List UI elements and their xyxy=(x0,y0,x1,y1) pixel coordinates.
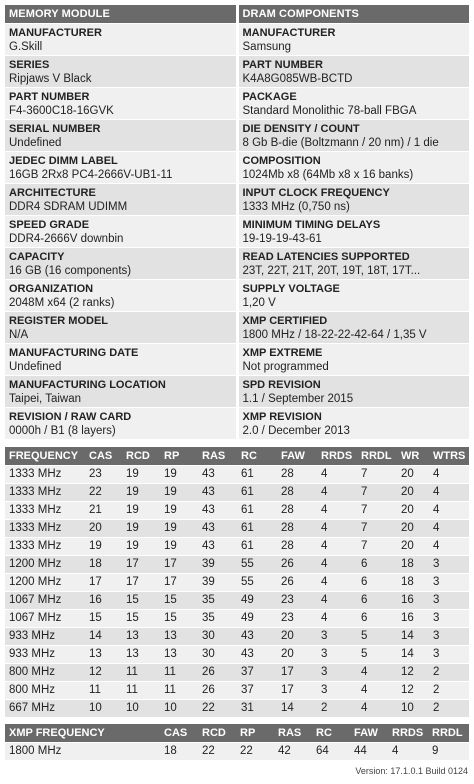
table-cell: 30 xyxy=(198,645,237,663)
table-cell: 11 xyxy=(122,681,160,699)
table-cell: 19 xyxy=(122,483,160,501)
table-cell: 23 xyxy=(277,609,317,627)
table-cell: 4 xyxy=(317,465,357,483)
field-value: 0000h / B1 (8 layers) xyxy=(9,425,116,437)
dram-field-supply-voltage xyxy=(239,279,470,311)
table-cell: 14 xyxy=(85,627,122,645)
column-header-rc: RC xyxy=(237,447,277,465)
table-cell: 1333 MHz xyxy=(5,465,85,483)
table-cell: 23 xyxy=(85,465,122,483)
table-cell: 800 MHz xyxy=(5,681,85,699)
field-label: MANUFACTURING DATE xyxy=(9,347,139,359)
table-cell: 37 xyxy=(237,663,277,681)
table-cell: 4 xyxy=(317,501,357,519)
table-cell: 43 xyxy=(198,537,237,555)
table-row xyxy=(5,537,469,555)
table-cell: 13 xyxy=(122,645,160,663)
field-label: REVISION / RAW CARD xyxy=(9,411,132,423)
table-cell: 55 xyxy=(237,573,277,591)
dram-field-spd-revision xyxy=(239,375,470,407)
table-cell: 35 xyxy=(198,591,237,609)
column-header-ras: RAS xyxy=(274,724,312,742)
field-label: XMP CERTIFIED xyxy=(242,315,328,327)
table-cell: 14 xyxy=(397,645,429,663)
table-cell: 21 xyxy=(85,501,122,519)
dram-field-read-latencies-supported xyxy=(239,247,470,279)
column-header-faw: FAW xyxy=(277,447,317,465)
dram-field-part-number xyxy=(239,55,470,87)
table-cell: 4 xyxy=(357,681,397,699)
table-cell: 61 xyxy=(237,501,277,519)
table-cell: 17 xyxy=(277,681,317,699)
table-cell: 20 xyxy=(397,537,429,555)
table-cell: 2 xyxy=(429,681,469,699)
column-header-rrds: RRDS xyxy=(388,724,428,742)
table-cell: 26 xyxy=(277,555,317,573)
table-cell: 31 xyxy=(237,699,277,717)
module-field-part-number xyxy=(5,87,236,119)
field-value: DDR4 SDRAM UDIMM xyxy=(9,201,128,213)
field-label: INPUT CLOCK FREQUENCY xyxy=(242,187,390,199)
table-cell: 10 xyxy=(160,699,198,717)
table-cell: 7 xyxy=(357,483,397,501)
field-label: SERIES xyxy=(9,59,50,71)
table-cell: 3 xyxy=(317,627,357,645)
table-cell: 17 xyxy=(277,663,317,681)
field-label: SERIAL NUMBER xyxy=(9,123,101,135)
table-cell: 49 xyxy=(237,591,277,609)
module-field-register-model xyxy=(5,311,236,343)
column-header-faw: FAW xyxy=(350,724,388,742)
table-cell: 13 xyxy=(85,645,122,663)
table-cell: 19 xyxy=(160,465,198,483)
module-field-revision-raw-card xyxy=(5,407,236,439)
field-label: PART NUMBER xyxy=(242,59,323,71)
table-cell: 3 xyxy=(429,555,469,573)
table-cell: 4 xyxy=(317,609,357,627)
table-cell: 1067 MHz xyxy=(5,591,85,609)
table-row xyxy=(5,483,469,501)
table-row xyxy=(5,519,469,537)
field-label: SUPPLY VOLTAGE xyxy=(242,283,340,295)
table-cell: 4 xyxy=(317,591,357,609)
column-header-cas: CAS xyxy=(85,447,122,465)
table-cell: 2 xyxy=(429,699,469,717)
table-cell: 20 xyxy=(397,465,429,483)
table-cell: 22 xyxy=(236,742,274,760)
dram-field-minimum-timing-delays xyxy=(239,215,470,247)
field-value: Standard Monolithic 78-ball FBGA xyxy=(242,105,417,117)
table-cell: 43 xyxy=(237,645,277,663)
table-row xyxy=(5,573,469,591)
table-cell: 1200 MHz xyxy=(5,555,85,573)
dram-field-die-density-count xyxy=(239,119,470,151)
table-cell: 1333 MHz xyxy=(5,483,85,501)
module-field-serial-number xyxy=(5,119,236,151)
timings-header-row xyxy=(5,447,469,465)
column-header-rp: RP xyxy=(160,447,198,465)
field-value: 1024Mb x8 (64Mb x8 x 16 banks) xyxy=(242,169,414,181)
table-cell: 19 xyxy=(85,537,122,555)
field-value: 1333 MHz (0,750 ns) xyxy=(242,201,350,213)
table-cell: 28 xyxy=(277,501,317,519)
table-cell: 18 xyxy=(160,742,198,760)
field-value: Undefined xyxy=(9,361,62,373)
table-cell: 1333 MHz xyxy=(5,501,85,519)
table-cell: 20 xyxy=(277,645,317,663)
table-cell: 3 xyxy=(317,663,357,681)
column-header-rrdl: RRDL xyxy=(428,724,469,742)
column-header-rrdl: RRDL xyxy=(357,447,397,465)
table-cell: 2 xyxy=(317,699,357,717)
table-cell: 19 xyxy=(160,501,198,519)
table-cell: 26 xyxy=(198,681,237,699)
table-cell: 3 xyxy=(429,609,469,627)
table-cell: 13 xyxy=(122,627,160,645)
table-cell: 3 xyxy=(429,645,469,663)
xmp-panel xyxy=(5,724,469,760)
table-cell: 17 xyxy=(122,573,160,591)
field-value: 2048M x64 (2 ranks) xyxy=(9,297,115,309)
table-cell: 43 xyxy=(237,627,277,645)
table-cell: 11 xyxy=(160,663,198,681)
table-cell: 14 xyxy=(277,699,317,717)
table-cell: 28 xyxy=(277,465,317,483)
info-panel xyxy=(5,5,469,439)
table-cell: 35 xyxy=(198,609,237,627)
table-cell: 19 xyxy=(160,537,198,555)
column-header-frequency: FREQUENCY xyxy=(5,447,85,465)
table-cell: 16 xyxy=(85,591,122,609)
table-cell: 800 MHz xyxy=(5,663,85,681)
version-label: Version: 17.1.0.1 Build 0124 xyxy=(355,766,468,776)
table-cell: 11 xyxy=(85,681,122,699)
table-cell: 22 xyxy=(198,699,237,717)
table-cell: 6 xyxy=(357,591,397,609)
memory-module-column xyxy=(5,5,236,439)
table-row xyxy=(5,663,469,681)
field-value: Ripjaws V Black xyxy=(9,73,92,85)
dram-field-xmp-certified xyxy=(239,311,470,343)
field-value: N/A xyxy=(9,329,29,341)
dram-field-xmp-revision xyxy=(239,407,470,439)
table-cell: 39 xyxy=(198,573,237,591)
table-cell: 61 xyxy=(237,537,277,555)
table-cell: 1333 MHz xyxy=(5,537,85,555)
table-cell: 19 xyxy=(160,519,198,537)
table-cell: 20 xyxy=(397,501,429,519)
table-cell: 5 xyxy=(357,627,397,645)
field-value: G.Skill xyxy=(9,41,43,53)
column-header-rp: RP xyxy=(236,724,274,742)
module-field-manufacturing-date xyxy=(5,343,236,375)
table-cell: 17 xyxy=(122,555,160,573)
table-cell: 6 xyxy=(357,609,397,627)
table-cell: 19 xyxy=(122,465,160,483)
column-header-rcd: RCD xyxy=(198,724,236,742)
table-cell: 12 xyxy=(397,663,429,681)
table-cell: 20 xyxy=(397,519,429,537)
table-cell: 15 xyxy=(85,609,122,627)
table-cell: 20 xyxy=(85,519,122,537)
field-label: MANUFACTURER xyxy=(242,27,336,39)
column-header-rc: RC xyxy=(312,724,350,742)
table-cell: 55 xyxy=(237,555,277,573)
table-cell: 1200 MHz xyxy=(5,573,85,591)
field-value: 8 Gb B-die (Boltzmann / 20 nm) / 1 die xyxy=(242,137,439,149)
field-value: DDR4-2666V downbin xyxy=(9,233,124,245)
table-cell: 7 xyxy=(357,465,397,483)
table-cell: 667 MHz xyxy=(5,699,85,717)
field-label: MANUFACTURER xyxy=(9,27,102,39)
table-row xyxy=(5,501,469,519)
field-value: Not programmed xyxy=(242,361,329,373)
field-value: F4-3600C18-16GVK xyxy=(9,105,114,117)
module-field-capacity xyxy=(5,247,236,279)
table-cell: 28 xyxy=(277,519,317,537)
field-label: READ LATENCIES SUPPORTED xyxy=(242,251,410,263)
table-cell: 49 xyxy=(237,609,277,627)
dram-components-column xyxy=(239,5,470,439)
table-cell: 15 xyxy=(160,609,198,627)
table-cell: 30 xyxy=(198,627,237,645)
table-cell: 12 xyxy=(85,663,122,681)
table-cell: 20 xyxy=(277,627,317,645)
table-cell: 10 xyxy=(85,699,122,717)
table-cell: 43 xyxy=(198,465,237,483)
table-row xyxy=(5,465,469,483)
table-cell: 11 xyxy=(122,663,160,681)
table-cell: 2 xyxy=(429,663,469,681)
table-cell: 37 xyxy=(237,681,277,699)
table-cell: 4 xyxy=(317,573,357,591)
table-cell: 43 xyxy=(198,483,237,501)
table-cell: 19 xyxy=(160,483,198,501)
table-cell: 61 xyxy=(237,519,277,537)
table-cell: 23 xyxy=(277,591,317,609)
table-cell: 43 xyxy=(198,519,237,537)
table-cell: 20 xyxy=(397,483,429,501)
table-cell: 39 xyxy=(198,555,237,573)
field-value: Samsung xyxy=(242,41,292,53)
table-cell: 12 xyxy=(397,681,429,699)
field-label: CAPACITY xyxy=(9,251,65,263)
field-value: 23T, 22T, 21T, 20T, 19T, 18T, 17T... xyxy=(242,265,421,277)
table-cell: 15 xyxy=(122,591,160,609)
table-row xyxy=(5,742,469,760)
table-cell: 28 xyxy=(277,483,317,501)
column-header-wtrs: WTRS xyxy=(429,447,469,465)
table-cell: 9 xyxy=(428,742,469,760)
table-cell: 7 xyxy=(357,501,397,519)
table-cell: 22 xyxy=(85,483,122,501)
table-cell: 18 xyxy=(397,555,429,573)
table-cell: 3 xyxy=(317,681,357,699)
field-value: 16 GB (16 components) xyxy=(9,265,132,277)
table-cell: 17 xyxy=(85,573,122,591)
table-cell: 64 xyxy=(312,742,350,760)
table-row xyxy=(5,645,469,663)
table-cell: 11 xyxy=(160,681,198,699)
table-cell: 26 xyxy=(277,573,317,591)
table-cell: 3 xyxy=(429,573,469,591)
field-value: Undefined xyxy=(9,137,62,149)
dram-field-xmp-extreme xyxy=(239,343,470,375)
table-cell: 43 xyxy=(198,501,237,519)
dram-field-package xyxy=(239,87,470,119)
field-label: MANUFACTURING LOCATION xyxy=(9,379,166,391)
table-cell: 13 xyxy=(160,627,198,645)
field-label: ORGANIZATION xyxy=(9,283,94,295)
table-cell: 6 xyxy=(357,555,397,573)
table-cell: 4 xyxy=(429,501,469,519)
timings-panel xyxy=(5,447,469,717)
xmp-header-row xyxy=(5,724,469,742)
field-label: PACKAGE xyxy=(242,91,297,103)
table-cell: 7 xyxy=(357,537,397,555)
table-row xyxy=(5,627,469,645)
module-field-speed-grade xyxy=(5,215,236,247)
field-value: K4A8G085WB-BCTD xyxy=(242,73,353,85)
field-label: ARCHITECTURE xyxy=(9,187,96,199)
column-header-cas: CAS xyxy=(160,724,198,742)
table-cell: 4 xyxy=(357,663,397,681)
table-cell: 3 xyxy=(317,645,357,663)
field-label: MINIMUM TIMING DELAYS xyxy=(242,219,381,231)
field-value: 2.0 / December 2013 xyxy=(242,425,350,437)
table-cell: 7 xyxy=(357,519,397,537)
table-row xyxy=(5,609,469,627)
table-cell: 42 xyxy=(274,742,312,760)
table-cell: 4 xyxy=(317,555,357,573)
table-cell: 61 xyxy=(237,465,277,483)
table-cell: 19 xyxy=(122,519,160,537)
table-cell: 4 xyxy=(429,465,469,483)
table-cell: 5 xyxy=(357,645,397,663)
column-header-ras: RAS xyxy=(198,447,237,465)
timings-table xyxy=(5,447,469,717)
table-cell: 4 xyxy=(357,699,397,717)
field-label: XMP REVISION xyxy=(242,411,322,423)
table-cell: 4 xyxy=(317,537,357,555)
table-cell: 4 xyxy=(429,537,469,555)
table-cell: 28 xyxy=(277,537,317,555)
field-label: XMP EXTREME xyxy=(242,347,323,359)
table-cell: 14 xyxy=(397,627,429,645)
field-label: PART NUMBER xyxy=(9,91,90,103)
table-cell: 22 xyxy=(198,742,236,760)
column-header-rcd: RCD xyxy=(122,447,160,465)
table-cell: 10 xyxy=(122,699,160,717)
module-field-architecture xyxy=(5,183,236,215)
field-value: Taipei, Taiwan xyxy=(9,393,82,405)
table-cell: 16 xyxy=(397,591,429,609)
table-cell: 933 MHz xyxy=(5,645,85,663)
table-cell: 15 xyxy=(122,609,160,627)
table-cell: 17 xyxy=(160,555,198,573)
table-cell: 16 xyxy=(397,609,429,627)
field-value: 19-19-19-43-61 xyxy=(242,233,322,245)
field-label: SPD REVISION xyxy=(242,379,321,391)
table-cell: 19 xyxy=(122,501,160,519)
field-value: 1800 MHz / 18-22-22-42-64 / 1,35 V xyxy=(242,329,427,341)
dram-field-composition xyxy=(239,151,470,183)
table-cell: 1067 MHz xyxy=(5,609,85,627)
field-value: 1.1 / September 2015 xyxy=(242,393,354,405)
field-label: DIE DENSITY / COUNT xyxy=(242,123,360,135)
table-cell: 6 xyxy=(357,573,397,591)
field-label: REGISTER MODEL xyxy=(9,315,109,327)
table-row xyxy=(5,591,469,609)
memory-module-header: MEMORY MODULE xyxy=(5,5,236,23)
module-field-organization xyxy=(5,279,236,311)
table-cell: 4 xyxy=(317,483,357,501)
table-cell: 61 xyxy=(237,483,277,501)
field-label: JEDEC DIMM LABEL xyxy=(9,155,118,167)
table-cell: 26 xyxy=(198,663,237,681)
module-field-manufacturing-location xyxy=(5,375,236,407)
dram-components-header: DRAM COMPONENTS xyxy=(239,5,470,23)
field-label: COMPOSITION xyxy=(242,155,321,167)
field-label: SPEED GRADE xyxy=(9,219,90,231)
table-cell: 4 xyxy=(429,519,469,537)
table-cell: 18 xyxy=(85,555,122,573)
dram-field-manufacturer xyxy=(239,23,470,55)
table-cell: 17 xyxy=(160,573,198,591)
dram-field-input-clock-frequency xyxy=(239,183,470,215)
field-value: 1,20 V xyxy=(242,297,276,309)
table-cell: 13 xyxy=(160,645,198,663)
column-header-xmp-frequency: XMP FREQUENCY xyxy=(5,724,160,742)
table-cell: 15 xyxy=(160,591,198,609)
table-cell: 10 xyxy=(397,699,429,717)
table-cell: 44 xyxy=(350,742,388,760)
table-cell: 3 xyxy=(429,591,469,609)
module-field-manufacturer xyxy=(5,23,236,55)
table-cell: 933 MHz xyxy=(5,627,85,645)
table-cell: 3 xyxy=(429,627,469,645)
module-field-jedec-dimm-label xyxy=(5,151,236,183)
table-cell: 19 xyxy=(122,537,160,555)
table-cell: 1800 MHz xyxy=(5,742,160,760)
table-cell: 4 xyxy=(317,519,357,537)
table-row xyxy=(5,555,469,573)
table-row xyxy=(5,681,469,699)
table-cell: 4 xyxy=(429,483,469,501)
table-row xyxy=(5,699,469,717)
xmp-table xyxy=(5,724,469,760)
table-cell: 18 xyxy=(397,573,429,591)
table-cell: 1333 MHz xyxy=(5,519,85,537)
column-header-rrds: RRDS xyxy=(317,447,357,465)
field-value: 16GB 2Rx8 PC4-2666V-UB1-11 xyxy=(9,169,173,181)
module-field-series xyxy=(5,55,236,87)
column-header-wr: WR xyxy=(397,447,429,465)
table-cell: 4 xyxy=(388,742,428,760)
